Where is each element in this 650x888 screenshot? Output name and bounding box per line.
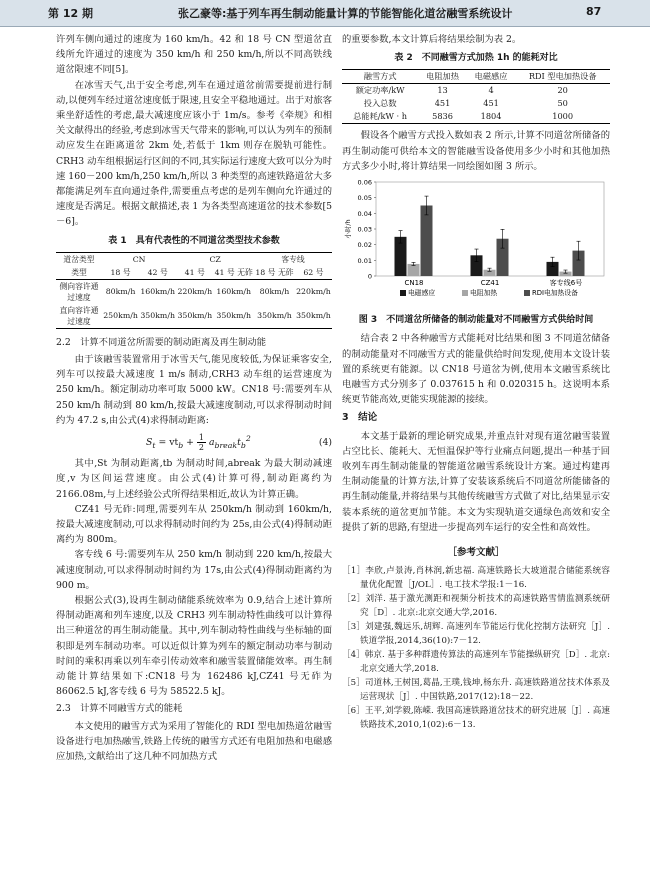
table-cell: 451 [434,98,451,109]
formula-operator: + [186,437,194,449]
plot-area [376,182,604,276]
table-cell: 18 号 无砟 [254,266,295,280]
paragraph: 本文使用的融雪方式为采用了智能化的 RDI 型电加热道岔融雪设备进行电加热融雪,铁路上传统的融雪方式还有电阻加热和电磁感应加热,文献给出了这几种不同加热方式 [56,720,332,763]
table-cell: 250km/h [102,304,139,329]
table-header-cell: 电阻加热 [418,70,467,84]
table-cell: 451 [483,98,499,109]
table-row [342,110,610,124]
y-axis-label: 小时/h [344,219,352,239]
reference-item: ［2］刘洋. 基于激光测距和视频分析技术的高速铁路雪情监测系统研究［D］. 北京:北京交通大学,2016. [342,594,610,619]
page-header [0,0,650,27]
x-tick-label: 客专线6号 [549,279,583,288]
formula-subscript: b [178,441,184,451]
table-cell: 20 [557,85,568,96]
table-cell: 350km/h [295,304,332,329]
table-cell: 42 号 [139,266,176,280]
table-cell: 13 [437,85,448,96]
reference-item: ［5］司道林,王树国,葛晶,王璞,钱坤,杨东升. 高速铁路道岔技术体系及运营现状［J］. 中国铁路,2017(12):18－22. [342,678,610,703]
formula-subscript: b [240,441,246,451]
bar [421,206,433,277]
y-tick-label: 0.04 [357,209,372,218]
reference-item: ［1］李欣,卢景涛,肖林润,新忠福. 高速铁路长大坡道混合储能系统容量优化配置［J/OL］. 电工技术学报:1－16. [342,566,610,591]
formula-body [146,431,251,453]
table-cell: 160km/h [140,287,175,297]
table-cell: 额定功率/kW [355,85,405,96]
table-row [56,279,332,304]
table-header-cell: CN [102,252,176,266]
table-cell: 41 号 无砟 [213,266,254,280]
formula-symbol: S [146,437,153,449]
table-cell: 350km/h [176,304,213,329]
formula-subscript: break [214,441,238,451]
x-tick-label: CZ41 [480,279,500,288]
table-cell: 220km/h [296,287,331,297]
paragraph: 客专线 6 号:需要列车从 250 km/h 制动到 220 km/h,按最大减速度制动,可以求得制动时间约为 17s,由公式(4)得制动距离约为 900 m。 [56,549,332,591]
table-row [342,84,610,98]
table-header-cell: 道岔类型 [56,252,102,266]
y-tick-label: 0.03 [357,225,372,234]
fraction-numerator: 1 [198,433,204,443]
x-tick-label: CN18 [404,279,424,288]
table-cell: 62 号 [295,266,332,280]
paragraph: CZ41 号无砟:同理,需要列车从 250km/h 制动到 160km/h,按最大减速度制动,可以求得制动时间约为 25s,由公式(4)得制动距离约为 800m。 [56,503,332,546]
references-heading: ［参考文献］ [447,547,505,559]
y-tick-label: 0.02 [357,241,372,250]
paragraph: 结合表 2 中各种融雪方式能耗对比结果和图 3 不同道岔储备的制动能量对不同融雪方式的能量供给时间发现,使用本文设计装置的系统更有能源。以 CN18 号道岔为例,使用本文融雪系统比电融雪方式分别多了 0.037615 h 和 0.020315 h。这说明本系统更节能高效,更能实现能源的接续。 [342,333,610,406]
y-tick-label: 0.05 [357,194,372,203]
legend-label: RDI电加热设备 [532,289,578,298]
formula-symbol: a [208,437,215,449]
paragraph: 的重要参数,本文计算后将结果绘制为表 2。 [342,34,522,45]
legend-swatch [400,290,406,296]
table1-caption: 表 1 具有代表性的不同道岔类型技术参数 [108,235,280,246]
table-cell: 5836 [418,110,467,124]
table-cell: 160km/h [216,287,252,297]
table-cell: 18 号 [102,266,139,280]
section-3-heading: 3 结论 [342,412,378,424]
legend-swatch [524,290,530,296]
table-header-cell: CZ [176,252,254,266]
issue-number: 第 12 期 [48,7,93,20]
table2 [342,69,610,124]
table-header-cell: 客专线 [254,252,332,266]
reference-item: ［3］刘建强,魏远乐,胡辉. 高速列车节能运行优化控制方法研究［J］. 铁道学报,2014,36(10):7－12. [342,622,610,647]
formula-subscript: t [152,441,156,451]
table-cell: 350km/h [213,304,254,329]
paragraph: 其中,St 为制动距离,tb 为制动时间,abreak 为最大制动减速度,v 为区间运营速度。由公式(4)计算可得,制动距离约为 2166.08m,与上述经验公式所得结果相近,故认为计算正确。 [56,458,332,500]
table-cell: 侧向容许通过速度 [59,281,99,302]
table-header-cell: 电磁感应 [467,70,516,84]
table-cell: 总能耗/kW · h [342,110,418,124]
table-cell: 投入总数 [363,98,397,109]
y-tick-label: 0 [367,272,372,281]
figure-3-caption: 图 3 不同道岔所储备的制动能量对不同融雪方式供给时间 [358,315,594,326]
legend-swatch [462,290,468,296]
paragraph: 假设各个融雪方式投入数如表 2 所示,计算不同道岔所储备的再生制动能可供给本文的智能融雪设备使用多少小时和其他加热方式多少小时,将计算结果一同绘图如图 3 所示。 [342,130,610,172]
paragraph: 本文基于最新的理论研究成果,并重点针对现有道岔融雪装置占空比长、能耗大、无恒温保护等行业痛点问题,提出一种基于回收列车再生制动能量的智能道岔融雪系统设计方案。通过构建再生制动能量的计算方法,计算了安装该系统后不同道岔所能储备的再生制动能量,并将结果与其他传统融雪方式做了对比,结果显示安装本系统的道岔更加节能。本文为实现轨道交通绿色高效和安全提供了新的思路,有望进一步提高列车运行的安全性和高效性。 [342,430,610,533]
table-row [342,97,610,110]
reference-item: ［4］韩京. 基于多种群遗传算法的高速列车节能操纵研究［D］. 北京:北京交通大学,2018. [342,650,610,675]
formula-term: = vt [158,437,179,449]
paragraph: 许列车侧向通过的速度为 160 km/h。42 和 18 号 CN 型道岔直线所允许通过的速度为 350 km/h 和 250 km/h,所以不同高铁线道岔限速不同[5]。 [56,34,332,76]
table-cell: 80km/h [105,287,136,297]
formula-exponent: 2 [245,434,251,444]
page-number: 87 [586,5,602,18]
table-cell: 4 [488,85,494,96]
reference-item: ［6］王平,刘学毅,陈嵘. 我国高速铁路道岔技术的研究进展［J］. 高速铁路技术,2010,1(02):6－13. [342,706,610,731]
table-cell: 350km/h [254,304,295,329]
running-title: 张乙豪等:基于列车再生制动能量计算的节能智能化道岔融雪系统设计 [178,7,513,20]
legend-label: 电磁感应 [408,289,436,298]
table-cell: 41 号 [176,266,213,280]
table1 [56,252,332,329]
figure-3-bar-chart [342,174,610,304]
table-cell: 1000 [515,110,610,124]
table2-caption: 表 2 不同融雪方式加热 1h 的能耗对比 [394,53,558,64]
y-tick-label: 0.06 [357,178,372,187]
table-cell: 350km/h [139,304,176,329]
table-cell: 50 [557,98,568,109]
right-column [342,32,610,732]
formula-number: (4) [318,436,332,448]
formula-fraction [197,433,206,452]
paragraph: 由于该融雪装置常用于冰雪天气,能见度较低,为保证乘客安全,列车可以按最大减速度 1 m/s 制动,CRH3 动车组的运营速度为 250 km/h。额定制动功率可取 5000 kW。CN18 号:需要列车从 250 km/h 制动到 80 km/h,按最大减速度制动,可以求得制动时间约为 47.2 s,由公式(4)求得制动距离: [56,354,332,426]
table-cell: 1804 [467,110,516,124]
table-cell: 类型 [56,266,102,280]
left-column [56,32,332,764]
y-tick-label: 0.01 [357,256,372,265]
section-2-2-heading: 2.2 计算不同道岔所需要的制动距离及再生制动能 [56,336,267,348]
paragraph: 根据公式(3),设再生制动储能系统效率为 0.9,结合上述计算所得制动距离和列车速度,以及 CRH3 列车制动特性曲线可以计算得出三种道岔的再生制动能量。其中,列车制动特性曲线与坐标轴的面积即是列车制动功率。可以近似计算为列车的额定制动功率与制动时间的乘积再乘以列车牵引传动效率和融雪装置储能效率。再生制动能计算结果如下:CN18 号为 162486 kJ,CZ41 号无砟为 86062.5 kJ,客专线 6 号为 58522.5 kJ。 [56,595,332,698]
formula-symbol: t [237,437,241,449]
formula-4 [56,431,332,453]
table-cell: 220km/h [177,287,213,297]
fraction-denominator: 2 [198,443,204,453]
table-row [56,304,332,329]
legend-label: 电阻加热 [470,289,498,298]
table-cell: 80km/h [259,287,290,297]
table-header-cell: RDI 型电加热设备 [515,70,610,84]
table-header-cell: 融雪方式 [342,70,418,84]
table-cell: 直向容许通过速度 [56,304,102,329]
paragraph: 在冰雪天气,出于安全考虑,列车在通过道岔前需要提前进行制动,以便列车经过道岔速度低于限速,且安全平稳地通过。出于对旅客乘坐舒适性的考虑,最大减速度应该小于 1m/s。参考《牵规》和相关文献得出的经验,考虑到冰雪天气带来的影响,可以认为列车的预制动应发生在距离道岔 2km 处,若低于 1km 则存在脱轨可能性。CRH3 动车组根据运行区间的不同,其实际运行速度大致可以分为时速 160－200 km/h,250 km/h,所以 3 种类型的高速铁路道岔大多都能满足列车直向通过条件,需要重点考虑的是列车侧向允许通过的速度是否满足。根据文献描述,表 1 为各类型高速道岔的技术参数[5－6]。 [56,79,332,228]
section-2-3-heading: 2.3 计算不同融雪方式的能耗 [56,703,183,715]
